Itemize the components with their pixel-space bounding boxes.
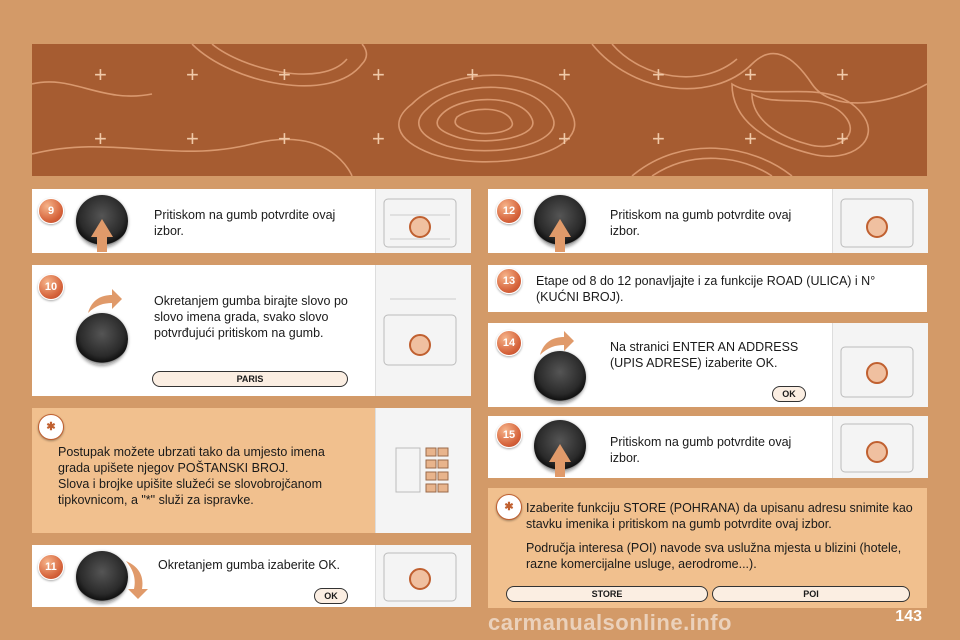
svg-text:+: + xyxy=(836,62,849,87)
svg-text:+: + xyxy=(558,126,571,151)
svg-text:+: + xyxy=(278,126,291,151)
svg-text:+: + xyxy=(278,62,291,87)
push-arrow-stem xyxy=(97,236,107,252)
ok-pill: OK xyxy=(314,588,348,604)
control-knob xyxy=(76,551,128,603)
tip-lightbulb-icon: ✱ xyxy=(38,414,64,440)
svg-text:+: + xyxy=(466,62,479,87)
step-text: Okretanjem gumba birajte slovo po slovo imena grada, svako slovo potvrđujući pritiskom na gumb. xyxy=(154,294,348,340)
step-badge: 12 xyxy=(496,198,522,224)
step-text: Na stranici ENTER AN ADDRESS (UPIS ADRESE) izaberite OK. xyxy=(610,340,799,370)
svg-text:+: + xyxy=(652,126,665,151)
page-number: 143 xyxy=(895,608,922,625)
step-text: Etape od 8 do 12 ponavljajte i za funkcije ROAD (ULICA) i N° (KUĆNI BROJ). xyxy=(536,274,876,304)
tip-text-store: Izaberite funkciju STORE (POHRANA) da upisanu adresu snimite kao stavku imenika i pritiskom na gumb potvrdite ovaj izbor. xyxy=(526,501,913,531)
svg-text:+: + xyxy=(186,62,199,87)
radio-panel-image xyxy=(832,189,928,253)
step-text: Pritiskom na gumb potvrdite ovaj izbor. xyxy=(154,208,336,238)
step-card-9 xyxy=(32,189,470,253)
control-knob xyxy=(534,351,586,403)
step-card-15 xyxy=(488,416,927,478)
keypad-image xyxy=(375,408,471,533)
radio-panel-image xyxy=(832,416,928,478)
step-card-14 xyxy=(488,323,927,407)
tip-text-poi: Područja interesa (POI) navode sva uslužna mjesta u blizini (hotele, razne komercijalne usluge, aerodrome...). xyxy=(526,541,902,571)
radio-panel-image xyxy=(375,265,471,396)
contour-map-graphic xyxy=(32,44,927,176)
step-card-11 xyxy=(32,545,470,607)
step-card-12 xyxy=(488,189,927,253)
step-badge: 14 xyxy=(496,330,522,356)
poi-pill: POI xyxy=(712,586,910,602)
push-arrow-stem xyxy=(555,461,565,477)
step-badge: 10 xyxy=(38,274,64,300)
svg-text:+: + xyxy=(372,62,385,87)
store-pill: STORE xyxy=(506,586,708,602)
rotate-arrow-icon xyxy=(122,557,152,601)
radio-panel-image xyxy=(832,323,928,407)
step-badge: 15 xyxy=(496,422,522,448)
svg-text:+: + xyxy=(186,126,199,151)
topographic-banner xyxy=(32,44,927,176)
step-card-10 xyxy=(32,265,470,396)
tip-lightbulb-icon: ✱ xyxy=(496,494,522,520)
step-card-13 xyxy=(488,265,927,312)
svg-text:+: + xyxy=(744,62,757,87)
radio-panel-image xyxy=(375,545,471,607)
push-arrow-icon xyxy=(549,219,571,237)
step-text: Pritiskom na gumb potvrdite ovaj izbor. xyxy=(610,435,792,465)
svg-text:+: + xyxy=(652,62,665,87)
push-arrow-icon xyxy=(549,444,571,462)
tip-card-postcode xyxy=(32,408,470,533)
tip-card-store-poi xyxy=(488,488,927,608)
push-arrow-icon xyxy=(91,219,113,237)
step-text: Pritiskom na gumb potvrdite ovaj izbor. xyxy=(610,208,792,238)
svg-text:+: + xyxy=(558,62,571,87)
control-knob xyxy=(76,313,128,365)
step-text: Okretanjem gumba izaberite OK. xyxy=(158,558,341,572)
paris-pill: PARIS xyxy=(152,371,348,387)
step-badge: 9 xyxy=(38,198,64,224)
tip-text: Postupak možete ubrzati tako da umjesto imena grada upišete njegov POŠTANSKI BROJ. Slova i brojke upišite služeći se slovobrojčanom tipkovnicom, a "*" služi za ispravke. xyxy=(58,445,325,507)
radio-panel-image xyxy=(375,189,471,253)
push-arrow-stem xyxy=(555,236,565,252)
ok-pill: OK xyxy=(772,386,806,402)
svg-text:+: + xyxy=(836,126,849,151)
step-badge: 11 xyxy=(38,554,64,580)
svg-text:+: + xyxy=(94,126,107,151)
svg-text:+: + xyxy=(94,62,107,87)
svg-text:+: + xyxy=(372,126,385,151)
watermark: carmanualsonline.info xyxy=(488,610,732,635)
svg-text:+: + xyxy=(744,126,757,151)
step-badge: 13 xyxy=(496,268,522,294)
